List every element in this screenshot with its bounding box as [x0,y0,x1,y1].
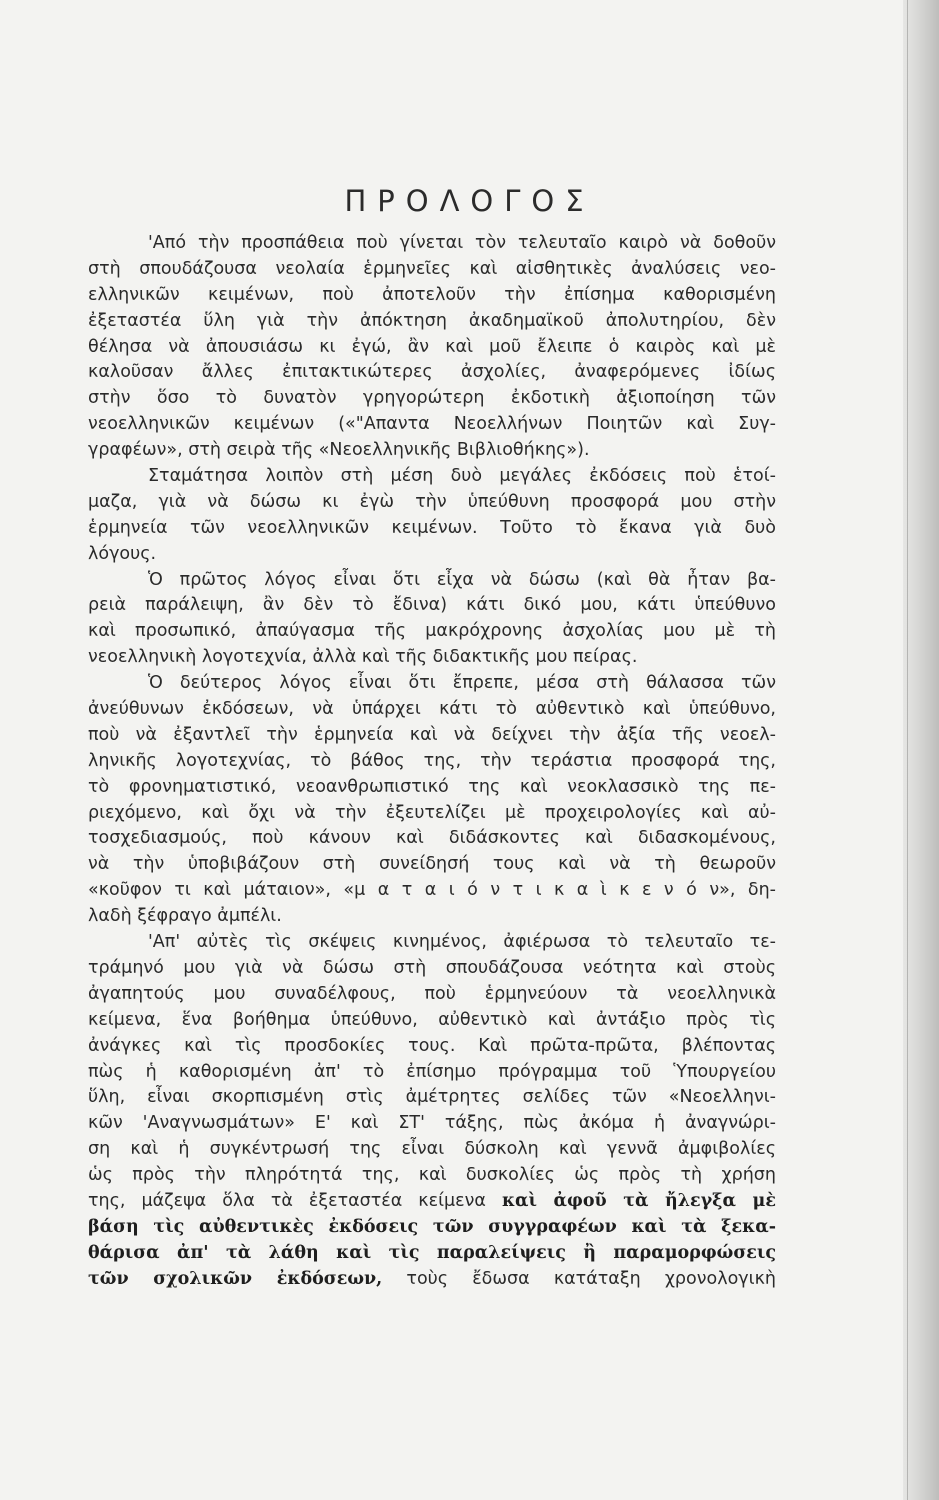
text-line [88,645,776,671]
text: νὰ τὴν ὑποβιβάζουν στὴ συνείδησή τους καὶ νὰ τὴ θεωροῦν [88,854,776,875]
text: ἀνεύθυνων ἐκδόσεων, νὰ ὑπάρχει κάτι τὸ αὐθεντικὸ καὶ ὑπεύθυνο, [88,699,776,720]
text: καὶ προσωπικό, ἀπαύγασμα τῆς μακρόχρονης ἀσχολίας μου μὲ τὴ [88,621,776,642]
text-line [88,1137,776,1163]
text: ριεχόμενο, καὶ ὄχι νὰ τὴν ἐξευτελίζει μὲ προχειρολογίες καὶ αὐ- [88,802,776,823]
text: νεοελληνικῶν κειμένων («"Απαντα Νεοελλήνων Ποιητῶν καὶ Συγ- [88,414,776,435]
text-line [88,1008,776,1034]
text-line [88,982,776,1008]
text: τράμηνό μου γιὰ νὰ δώσω στὴ σπουδάζουσα νεότητα καὶ στοὺς [88,957,776,978]
text-line [88,1060,776,1086]
text-line [88,593,776,619]
text: ὡς πρὸς τὴν πληρότητά της, καὶ δυσκολίες ὡς πρὸς τὴ χρήση [88,1165,776,1186]
page-edge [903,0,939,1500]
bold-text: θάρισα ἀπ' τὰ λάθη καὶ τὶς παραλείψεις ἢ παραμορφώσεις [88,1242,776,1263]
text: μαζα, γιὰ νὰ δώσω κι ἐγὼ τὴν ὑπεύθυνη προσφορά μου στὴν [88,491,776,512]
text-line [88,516,776,542]
text: λόγους. [88,543,157,564]
text: κείμενα, ἕνα βοήθημα ὑπεύθυνο, αὐθεντικὸ καὶ ἀντάξιο πρὸς τὶς [88,1009,776,1030]
text: κῶν 'Αναγνωσμάτων» Ε' καὶ ΣΤ' τάξης, πὼς ἀκόμα ἡ ἀναγνώρι- [88,1113,776,1134]
bold-text: βάση τὶς αὐθεντικὲς ἐκδόσεις τῶν συγγραφέων καὶ τὰ ξεκα- [88,1216,776,1237]
text-line [88,1034,776,1060]
text-line [88,283,776,309]
text: 'Από τὴν προσπάθεια ποὺ γίνεται τὸν τελευταῖο καιρὸ νὰ δοθοῦν [148,233,776,253]
text: «κοῦφον τι καὶ μάταιον», «μ α τ α ι ό ν τ ι κ α ὶ κ ε ν ό ν», δη- [88,880,776,901]
text: ελληνικῶν κειμένων, ποὺ ἀποτελοῦν τὴν ἐπίσημα καθορισμένη [88,284,776,305]
text-line [88,1267,776,1293]
text: Σταμάτησα λοιπὸν στὴ μέση δυὸ μεγάλες ἐκδόσεις ποὺ ἑτοί- [148,466,776,487]
text: καλοῦσαν ἄλλες ἐπιτακτικώτερες ἀσχολίες, ἀναφερόμενες ἰδίως [88,362,776,383]
text-line [88,723,776,749]
text-line [88,231,776,257]
text-line [88,1163,776,1189]
text-line [88,542,776,568]
text: τοσχεδιασμούς, ποὺ κάνουν καὶ διδάσκοντες καὶ διδασκομένους, [88,828,776,849]
text: γραφέων», στὴ σειρὰ τῆς «Νεοελληνικῆς Βιβλιοθήκης»). [88,440,590,461]
text: Ὁ δεύτερος λόγος εἶναι ὅτι ἔπρεπε, μέσα στὴ θάλασσα τῶν [148,673,776,694]
text-line [88,568,776,594]
paragraph [88,930,776,1292]
text: νεοελληνικὴ λογοτεχνία, ἀλλὰ καὶ τῆς διδακτικῆς μου πείρας. [88,647,638,668]
text-line [88,1085,776,1111]
text: λαδὴ ξέφραγο ἀμπέλι. [88,906,282,927]
text: της, μάζεψα ὅλα τὰ ἐξεταστέα κείμενα [88,1190,502,1211]
text-line [88,490,776,516]
text-line [88,852,776,878]
text: ὕλη, εἶναι σκορπισμένη στὶς ἀμέτρητες σελίδες τῶν «Νεοελληνι- [88,1087,776,1108]
text: ἐξεταστέα ὕλη γιὰ τὴν ἀπόκτηση ἀκαδημαϊκοῦ ἀπολυτηρίου, δὲν [88,310,776,331]
text-line [88,956,776,982]
text-line [88,826,776,852]
text-line [88,464,776,490]
paragraph [88,231,776,464]
paragraph [88,568,776,672]
text: ση καὶ ἡ συγκέντρωσή της εἶναι δύσκολη καὶ γεννᾶ ἀμφιβολίες [88,1139,776,1160]
text-line [88,619,776,645]
paragraph [88,464,776,568]
text-line [88,930,776,956]
text-line [88,1215,776,1241]
text: ρειὰ παράλειψη, ἂν δὲν τὸ ἔδινα) κάτι δικό μου, κάτι ὑπεύθυνο [88,595,776,616]
page-title: ΠΡΟΛΟΓΟΣ [344,184,595,219]
text: τοὺς ἔδωσα κατάταξη χρονολογικὴ [382,1268,776,1289]
text-line [88,335,776,361]
text-line [88,878,776,904]
prologue-text [88,231,776,1293]
text-line [88,257,776,283]
text-line [88,1189,776,1215]
text: στὴν ὅσο τὸ δυνατὸν γρηγορώτερη ἐκδοτικὴ ἀξιοποίηση τῶν [88,388,776,409]
text: πὼς ἡ καθορισμένη ἀπ' τὸ ἐπίσημο πρόγραμμα τοῦ Ὑπουργείου [88,1061,776,1082]
text-line [88,697,776,723]
text: 'Απ' αὐτὲς τὶς σκέψεις κινημένος, ἀφιέρωσα τὸ τελευταῖο τε- [148,932,776,953]
text-line [88,309,776,335]
bold-text: καὶ ἀφοῦ τὰ ἤλεγξα μὲ [501,1190,776,1211]
text: Ὁ πρῶτος λόγος εἶναι ὅτι εἶχα νὰ δώσω (καὶ θὰ ἦταν βα- [148,569,776,590]
text: στὴ σπουδάζουσα νεολαία ἑρμηνεῖες καὶ αἰσθητικὲς ἀναλύσεις νεο- [88,258,776,279]
text-line [88,904,776,930]
text: ἑρμηνεία τῶν νεοελληνικῶν κειμένων. Τοῦτο τὸ ἔκανα γιὰ δυὸ [88,517,776,538]
text: τὸ φρονηματιστικό, νεοανθρωπιστικό της καὶ νεοκλασσικὸ της πε- [88,776,776,797]
text-line [88,749,776,775]
text-line [88,360,776,386]
text-line [88,438,776,464]
paragraph [88,671,776,930]
text-line [88,1241,776,1267]
text: ληνικῆς λογοτεχνίας, τὸ βάθος της, τὴν τεράστια προσφορά της, [88,750,776,771]
text-line [88,386,776,412]
text-line [88,412,776,438]
text: ἀγαπητούς μου συναδέλφους, ποὺ ἑρμηνεύουν τὰ νεοελληνικὰ [88,983,776,1004]
text-line [88,801,776,827]
bold-text: τῶν σχολικῶν ἐκδόσεων, [88,1268,383,1289]
text-line [88,671,776,697]
text: θέλησα νὰ ἀπουσιάσω κι ἐγώ, ἂν καὶ μοῦ ἔλειπε ὁ καιρὸς καὶ μὲ [88,336,776,357]
text: ποὺ νὰ ἐξαντλεῖ τὴν ἑρμηνεία καὶ νὰ δείχνει τὴν ἀξία τῆς νεοελ- [88,724,776,745]
page-edge-line [907,0,908,1500]
text: ἀνάγκες καὶ τὶς προσδοκίες τους. Καὶ πρῶτα-πρῶτα, βλέποντας [88,1035,776,1056]
text-line [88,1111,776,1137]
text-line [88,775,776,801]
